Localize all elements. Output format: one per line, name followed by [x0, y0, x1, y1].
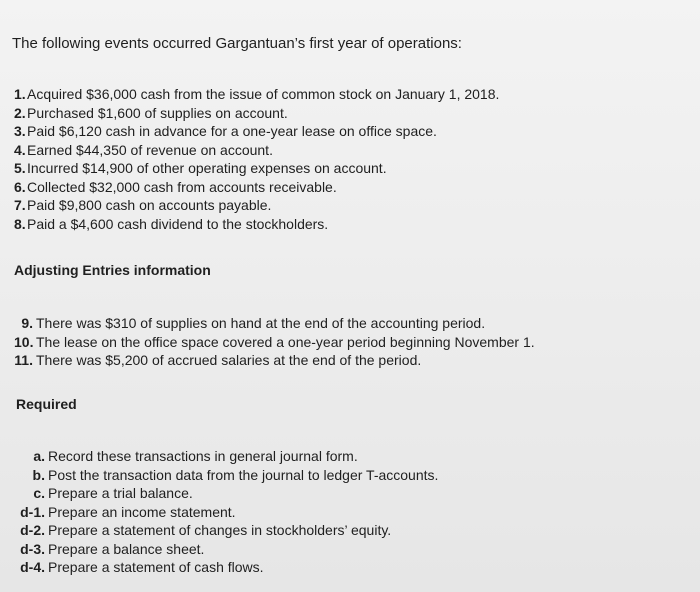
required-item	[18, 447, 438, 466]
event-item	[14, 178, 499, 197]
adjusting-item	[14, 314, 535, 333]
item-text: Paid a $4,600 cash dividend to the stockholders.	[27, 215, 329, 232]
item-number: d-4.	[20, 559, 45, 575]
item-number: 4.	[14, 141, 26, 158]
required-item	[18, 558, 438, 577]
required-item	[18, 484, 438, 503]
event-item	[14, 159, 499, 178]
required-item	[18, 503, 438, 522]
item-number: 8.	[14, 215, 26, 232]
item-number: c.	[33, 485, 45, 501]
events-list	[14, 85, 499, 233]
item-number: 2.	[14, 104, 26, 121]
item-text: Incurred $14,900 of other operating expenses on account.	[27, 160, 387, 176]
item-number: d-3.	[20, 540, 45, 557]
event-item	[14, 196, 499, 215]
required-item	[18, 466, 438, 485]
item-number: a.	[33, 448, 45, 464]
item-text: There was $5,200 of accrued salaries at the end of the period.	[36, 352, 422, 368]
item-number: 5.	[14, 160, 26, 176]
required-item	[18, 540, 438, 559]
item-text: The lease on the office space covered a one-year period beginning November 1.	[36, 333, 535, 350]
intro-text: The following events occurred Gargantuan’s first year of operations:	[12, 35, 462, 52]
item-number: d-1.	[20, 503, 45, 520]
item-number: 11.	[14, 352, 33, 368]
item-text: Collected $32,000 cash from accounts receivable.	[27, 178, 337, 195]
required-item	[18, 521, 438, 540]
event-item	[14, 122, 499, 141]
adjusting-list	[14, 314, 535, 370]
item-number: b.	[32, 466, 45, 483]
item-number: 1.	[14, 86, 26, 102]
item-number: 3.	[14, 123, 26, 139]
required-heading: Required	[16, 396, 77, 412]
adjusting-item	[14, 333, 535, 352]
item-text: Prepare a statement of changes in stockholders’ equity.	[48, 522, 392, 538]
item-text: Earned $44,350 of revenue on account.	[27, 141, 273, 158]
event-item	[14, 85, 499, 104]
item-number: 7.	[14, 197, 26, 213]
event-item	[14, 141, 499, 160]
item-text: Post the transaction data from the journal to ledger T-accounts.	[48, 466, 439, 483]
item-text: Prepare a trial balance.	[48, 485, 193, 501]
item-text: Paid $9,800 cash on accounts payable.	[27, 197, 272, 213]
item-number: d-2.	[20, 522, 45, 538]
item-text: Prepare a statement of cash flows.	[48, 559, 264, 575]
event-item	[14, 104, 499, 123]
item-number: 10.	[14, 333, 34, 350]
item-text: Prepare a balance sheet.	[48, 540, 205, 557]
item-text: Prepare an income statement.	[48, 503, 236, 520]
item-text: Acquired $36,000 cash from the issue of common stock on January 1, 2018.	[27, 86, 500, 102]
adjusting-item	[14, 351, 535, 370]
item-number: 6.	[14, 178, 26, 195]
adjusting-heading: Adjusting Entries information	[14, 262, 211, 278]
item-text: Paid $6,120 cash in advance for a one-year lease on office space.	[27, 123, 437, 139]
item-number: 9.	[21, 315, 33, 331]
item-text: Purchased $1,600 of supplies on account.	[27, 104, 288, 121]
event-item	[14, 215, 499, 234]
item-text: Record these transactions in general journal form.	[48, 448, 358, 464]
required-list	[18, 447, 438, 577]
item-text: There was $310 of supplies on hand at the end of the accounting period.	[36, 315, 486, 331]
